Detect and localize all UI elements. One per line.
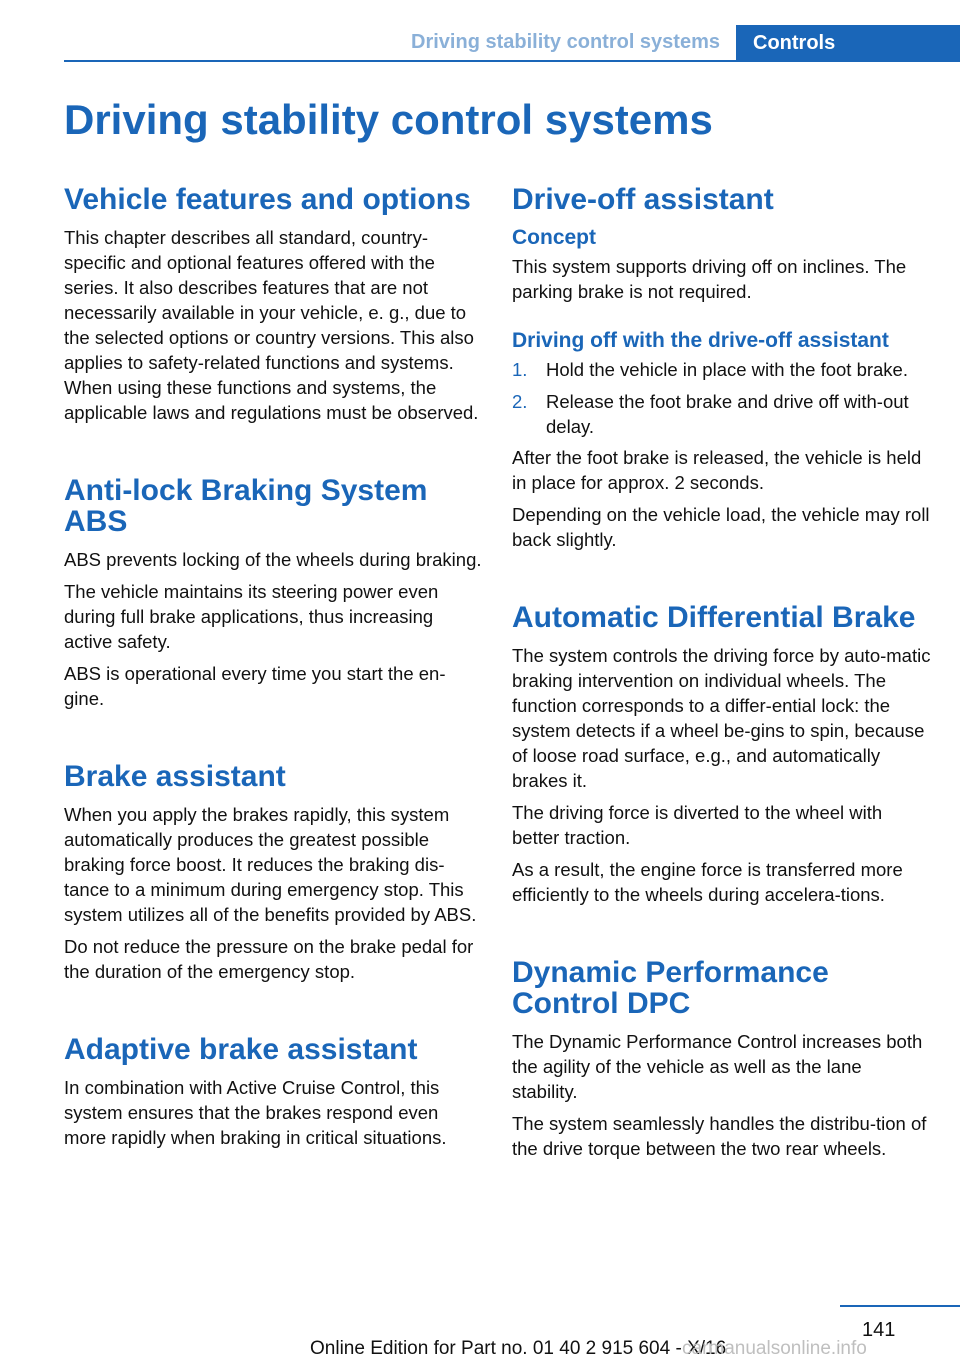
- section-vehicle-features: [64, 184, 484, 425]
- paragraph: As a result, the engine force is transferred more efficiently to the wheels during accelera-tions.: [512, 859, 903, 905]
- paragraph: ABS is operational every time you start the en-gine.: [64, 663, 446, 709]
- heading-brake-assistant: Brake assistant: [64, 760, 286, 793]
- paragraph: The driving force is diverted to the wheel with better traction.: [512, 802, 883, 848]
- section-drive-off-assistant: [512, 184, 932, 552]
- paragraph: The system controls the driving force by auto-matic braking intervention on individual wheels. The function corresponds to a differ-ential lock: the system detects if a wheel be-gins to spin, because of loose road surface, e.g., and automatically brakes it.: [512, 645, 931, 791]
- section-abs: [64, 475, 484, 711]
- section-dynamic-performance-control: [512, 957, 932, 1161]
- paragraph: The vehicle maintains its steering power even during full brake applications, thus increasing active safety.: [64, 581, 439, 652]
- footer-edition: Online Edition for Part no. 01 40 2 915 604 - X/16: [310, 1338, 727, 1359]
- steps-list: [512, 357, 932, 439]
- step-item: [512, 389, 932, 439]
- step-text: Release the foot brake and drive off with-out delay.: [546, 391, 909, 437]
- subheading-concept: Concept: [512, 226, 596, 249]
- right-column: [512, 184, 932, 1161]
- section-brake-assistant: [64, 761, 484, 984]
- step-number: 1.: [512, 359, 528, 380]
- paragraph: Depending on the vehicle load, the vehicle may roll back slightly.: [512, 504, 930, 550]
- heading-abs: Anti-lock Braking System ABS: [64, 474, 428, 538]
- paragraph: The system seamlessly handles the distribu-tion of the drive torque between the two rear wheels.: [512, 1113, 927, 1159]
- subheading-driving-off: Driving off with the drive-off assistant: [512, 329, 889, 352]
- heading-dynamic-performance-control: Dynamic Performance Control DPC: [512, 956, 829, 1020]
- heading-vehicle-features: Vehicle features and options: [64, 183, 471, 216]
- section-adaptive-brake-assistant: [64, 1034, 484, 1150]
- heading-adaptive-brake-assistant: Adaptive brake assistant: [64, 1033, 418, 1066]
- header-section-title: Driving stability control systems: [411, 31, 720, 53]
- page-title: Driving stability control systems: [64, 96, 713, 143]
- page-number: 141: [862, 1319, 896, 1341]
- heading-drive-off-assistant: Drive-off assistant: [512, 183, 774, 216]
- footer-rule: [840, 1305, 960, 1307]
- paragraph: Do not reduce the pressure on the brake pedal for the duration of the emergency stop.: [64, 936, 474, 982]
- paragraph: In combination with Active Cruise Control, this system ensures that the brakes respond even more rapidly when braking in critical situations.: [64, 1077, 447, 1148]
- paragraph: This system supports driving off on inclines. The parking brake is not required.: [512, 256, 907, 302]
- paragraph: After the foot brake is released, the vehicle is held in place for approx. 2 seconds.: [512, 447, 922, 493]
- paragraph: ABS prevents locking of the wheels during braking.: [64, 549, 482, 570]
- step-number: 2.: [512, 391, 528, 412]
- watermark: carmanualsonline.info: [682, 1338, 867, 1359]
- section-automatic-differential-brake: [512, 602, 932, 907]
- header-chapter-tab: Controls: [736, 25, 960, 62]
- step-text: Hold the vehicle in place with the foot brake.: [546, 359, 908, 380]
- paragraph: This chapter describes all standard, country-specific and optional features offered with the series. It also describes features that are not necessarily available in your vehicle, e. g., due to the selected options or country versions. This also applies to safety-related functions and systems. When using these functions and systems, the applicable laws and regulations must be observed.: [64, 227, 479, 423]
- left-column: [64, 184, 484, 1150]
- paragraph: The Dynamic Performance Control increases both the agility of the vehicle as well as the lane stability.: [512, 1031, 923, 1102]
- heading-automatic-differential-brake: Automatic Differential Brake: [512, 601, 916, 634]
- paragraph: When you apply the brakes rapidly, this system automatically produces the greatest possible braking force boost. It reduces the braking dis-tance to a minimum during emergency stop. This system utilizes all of the benefits provided by ABS.: [64, 804, 477, 925]
- step-item: [512, 357, 932, 382]
